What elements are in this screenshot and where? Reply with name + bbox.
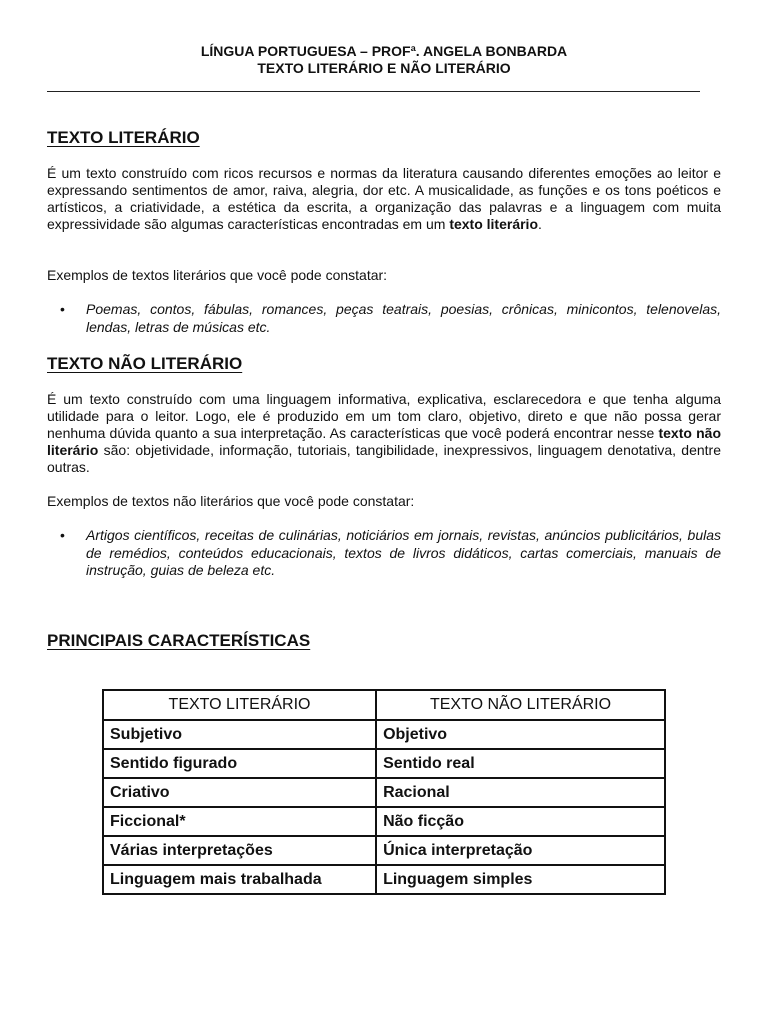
paragraph-literario <box>47 165 721 233</box>
characteristics-table <box>102 689 666 895</box>
paragraph-literario-end: . <box>538 216 542 232</box>
table-cell: Única interpretação <box>376 836 665 865</box>
paragraph-literario-bold: texto literário <box>449 216 539 232</box>
table-cell: Sentido figurado <box>103 749 376 778</box>
paragraph-nao-literario-bold: texto não literário <box>47 425 721 458</box>
list-item <box>47 527 721 580</box>
paragraph-nao-literario-text: É um texto construído com uma linguagem informativa, explicativa, esclarecedora e que tenha alguma utilidade para o leitor. Logo, ele é produzido em um tom claro, objetivo, direto e que não possa gerar nenhuma dúvida quanto a sua interpretação. As características que você poderá encontrar nesse <box>47 391 721 441</box>
examples-text-nao-literario: Artigos científicos, receitas de culinárias, noticiários em jornais, revistas, anúncios publicitários, bulas de remédios, conteúdos educacionais, textos de livros didáticos, cartas comerciais, manuais de instrução, guias de beleza etc. <box>86 527 721 578</box>
examples-intro-nao-literario: Exemplos de textos não literários que você pode constatar: <box>47 493 415 509</box>
table-cell: Não ficção <box>376 807 665 836</box>
table-row <box>103 836 665 865</box>
table-header-nao-literario: TEXTO NÃO LITERÁRIO <box>376 690 665 720</box>
bullet-icon: • <box>60 301 65 317</box>
table-row <box>103 720 665 749</box>
examples-list-nao-literario <box>47 527 721 580</box>
table-row <box>103 865 665 894</box>
bullet-icon: • <box>60 527 65 543</box>
section-title-nao-literario: TEXTO NÃO LITERÁRIO <box>47 354 243 373</box>
examples-intro-literario: Exemplos de textos literários que você pode constatar: <box>47 267 388 283</box>
header-divider <box>47 91 700 92</box>
table-row <box>103 749 665 778</box>
table-cell: Linguagem mais trabalhada <box>103 865 376 894</box>
section-title-literario: TEXTO LITERÁRIO <box>47 128 200 147</box>
table-cell: Objetivo <box>376 720 665 749</box>
table-row <box>103 807 665 836</box>
table-cell: Subjetivo <box>103 720 376 749</box>
table-cell: Ficcional* <box>103 807 376 836</box>
examples-list-literario <box>47 301 721 336</box>
table-row <box>103 778 665 807</box>
table-cell: Criativo <box>103 778 376 807</box>
header-line-2: TEXTO LITERÁRIO E NÃO LITERÁRIO <box>257 60 511 76</box>
table-cell: Linguagem simples <box>376 865 665 894</box>
section-title-caracteristicas: PRINCIPAIS CARACTERÍSTICAS <box>47 631 311 650</box>
list-item <box>47 301 721 336</box>
examples-text-literario: Poemas, contos, fábulas, romances, peças teatrais, poesias, crônicas, minicontos, telenovelas, lendas, letras de músicas etc. <box>86 301 721 335</box>
paragraph-nao-literario <box>47 391 721 476</box>
table-header-literario: TEXTO LITERÁRIO <box>103 690 376 720</box>
header-line-1: LÍNGUA PORTUGUESA – PROFª. ANGELA BONBARDA <box>200 43 568 59</box>
table-cell: Várias interpretações <box>103 836 376 865</box>
paragraph-nao-literario-end: são: objetividade, informação, tutoriais, tangibilidade, inexpressivos, linguagem denotativa, dentre outras. <box>47 442 721 475</box>
table-cell: Sentido real <box>376 749 665 778</box>
table-cell: Racional <box>376 778 665 807</box>
table-header-row <box>103 690 665 720</box>
paragraph-literario-text: É um texto construído com ricos recursos e normas da literatura causando diferentes emoções ao leitor e expressando sentimentos de amor, raiva, alegria, dor etc. A musicalidade, as funções e os tons poéticos e artísticos, a criatividade, a estética da escrita, a organização das palavras e a linguagem com muita expressividade são algumas características encontradas em um <box>47 165 721 232</box>
